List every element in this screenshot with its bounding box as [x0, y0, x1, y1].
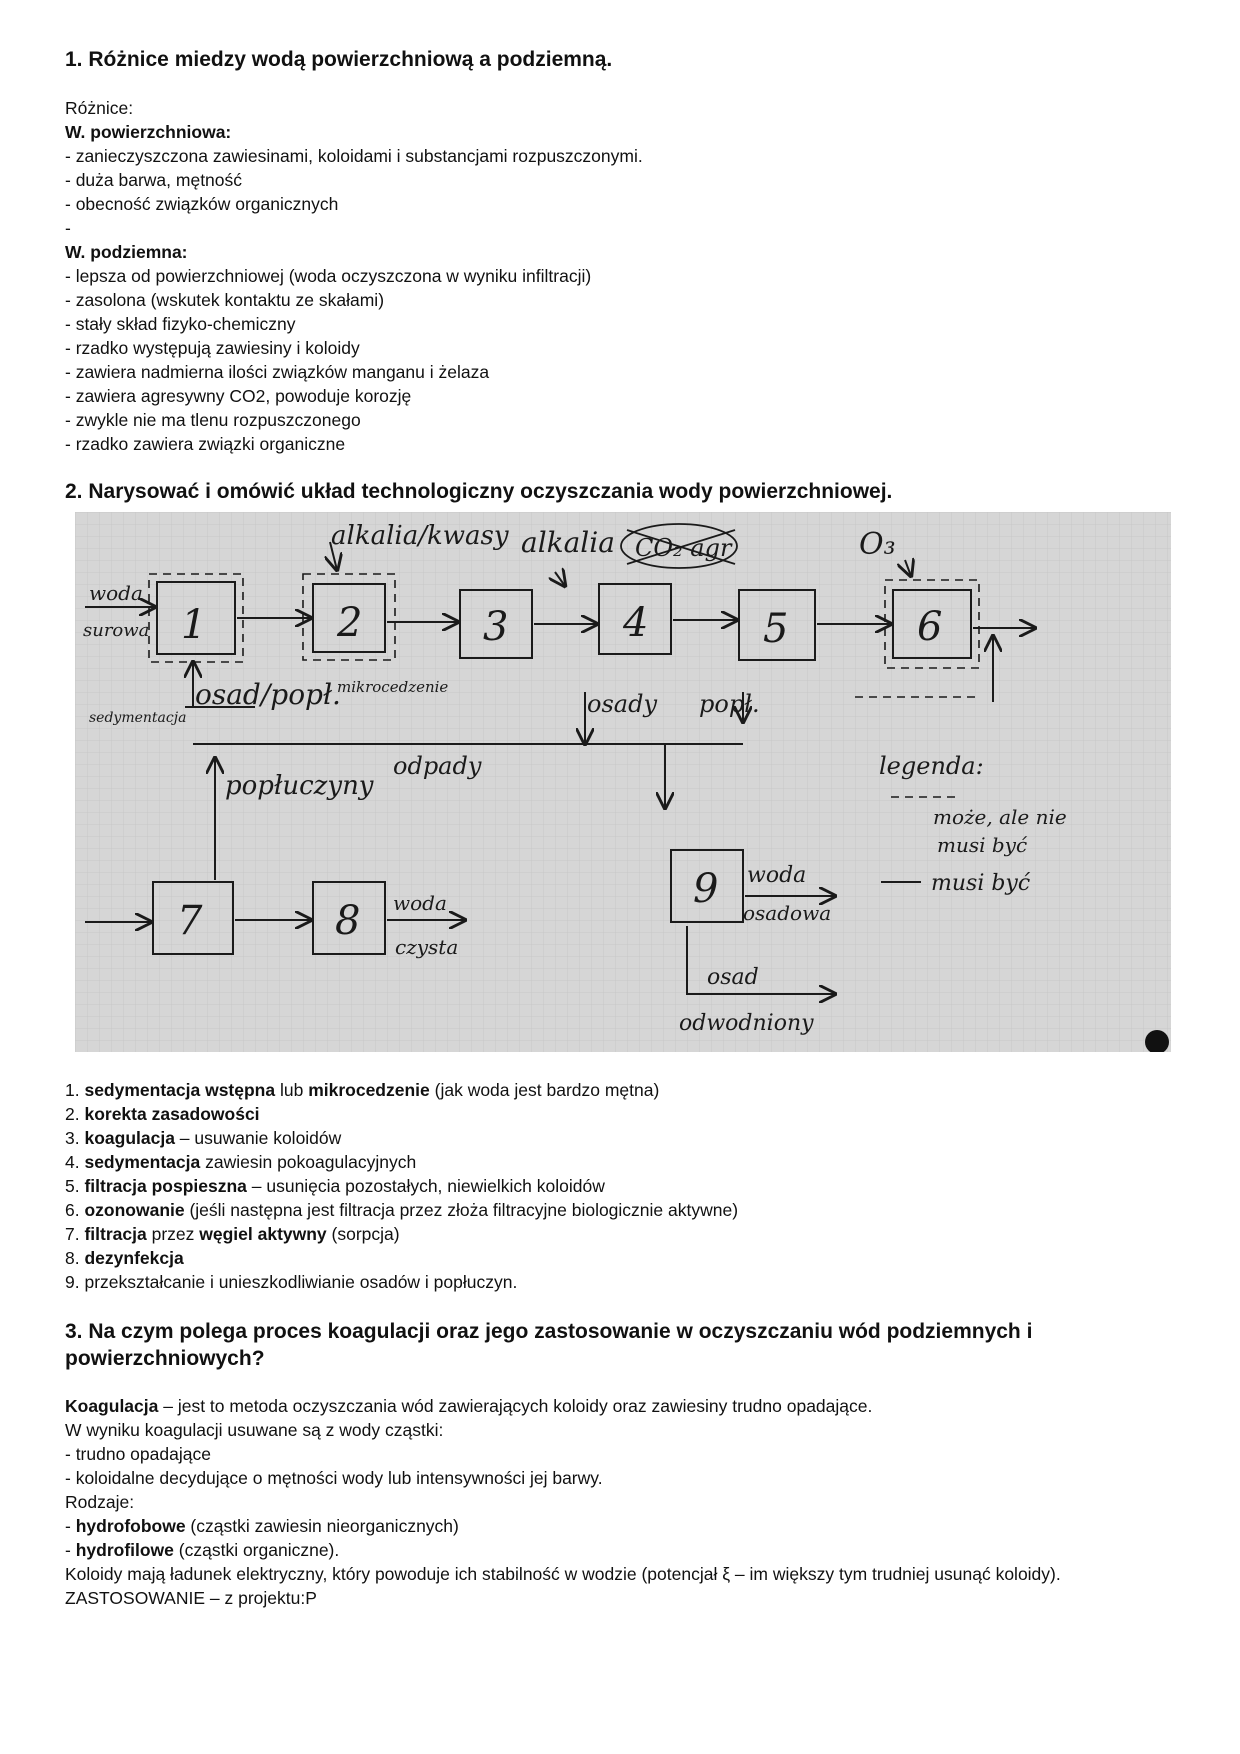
process-box-label: 7 [177, 898, 203, 944]
coagulation-definition [65, 1394, 1175, 1418]
process-steps-list [65, 1078, 738, 1294]
list-item: - rzadko zawiera związki organiczne [65, 434, 346, 454]
list-item: - zwykle nie ma tlenu rozpuszczonego [65, 410, 361, 430]
step-term: filtracja pospieszna [84, 1176, 247, 1196]
step-number: 2. [65, 1104, 85, 1124]
process-step-item [65, 1198, 738, 1222]
surface-water-heading: W. powierzchniowa: [65, 122, 232, 142]
legend-label: może, ale nie [933, 805, 1067, 829]
step-term: dezynfekcja [84, 1248, 184, 1268]
legend-title: legenda: [879, 752, 984, 780]
step-text: (jak woda jest bardzo mętna) [429, 1080, 660, 1100]
process-box-label: 3 [483, 604, 509, 650]
diagram-label: osad [707, 965, 759, 990]
process-step-item [65, 1078, 738, 1102]
charge-paragraph: Koloidy mają ładunek elektryczny, który powoduje ich stabilność w wodzie (potencjał ξ – im większy tym trudniej usunąć koloidy). [65, 1564, 1061, 1584]
diagram-label: sedymentacja [89, 710, 187, 726]
step-number: 6. [65, 1200, 85, 1220]
diagram-label: osady [587, 690, 657, 718]
step-text: (sorpcja) [326, 1224, 400, 1244]
process-box-label: 6 [917, 604, 943, 650]
diagram-label: CO₂ agr [635, 534, 732, 562]
step-text: przez [146, 1224, 200, 1244]
process-diagram [75, 512, 1171, 1052]
step-term: węgiel aktywny [199, 1224, 327, 1244]
legend-label: musi być [937, 833, 1028, 857]
step-number: 8. [65, 1248, 85, 1268]
type-name: hydrofilowe [75, 1540, 174, 1560]
process-step-item [65, 1150, 738, 1174]
step-term: koagulacja [84, 1128, 175, 1148]
step-number: 1. [65, 1080, 85, 1100]
type-name: hydrofobowe [75, 1516, 186, 1536]
ground-water-heading: W. podziemna: [65, 242, 188, 262]
list-item: - zasolona (wskutek kontaktu ze skałami) [65, 290, 385, 310]
step-text: – usunięcia pozostałych, niewielkich koloidów [246, 1176, 605, 1196]
diagram-label: woda [89, 581, 143, 605]
section-2-title: 2. Narysować i omówić układ technologiczny oczyszczania wody powierzchniowej. [65, 480, 893, 503]
step-term: mikrocedzenie [308, 1080, 430, 1100]
diagram-label: odpady [393, 752, 482, 780]
list-item: - zawiera agresywny CO2, powoduje korozję [65, 386, 412, 406]
diagram-label: alkalia [521, 526, 615, 559]
diagram-label: popłuczyny [225, 771, 374, 801]
diagram-label: woda [393, 891, 447, 915]
step-term: ozonowanie [84, 1200, 185, 1220]
list-item: - stały skład fizyko-chemiczny [65, 314, 296, 334]
application-line: ZASTOSOWANIE – z projektu:P [65, 1588, 317, 1608]
section-3-body [65, 1394, 1175, 1610]
list-item: - duża barwa, mętność [65, 170, 243, 190]
diagram-label: O₃ [859, 527, 896, 562]
process-step-item [65, 1126, 738, 1150]
step-number: 7. [65, 1224, 85, 1244]
process-step-item [65, 1270, 738, 1294]
step-term: filtracja [84, 1224, 147, 1244]
section-1-title: 1. Różnice miedzy wodą powierzchniową a podziemną. [65, 48, 613, 71]
step-text: przekształcanie i unieszkodliwianie osadów i popłuczyn. [84, 1272, 518, 1292]
diagram-label: mikrocedzenie [337, 678, 449, 696]
surface-water-list [65, 144, 643, 240]
section-1-body [65, 96, 643, 456]
list-item: - hydrofobowe (cząstki zawiesin nieorganicznych) [65, 1516, 459, 1536]
diagram-label: osad/popł. [195, 678, 341, 711]
process-box-label: 4 [623, 600, 649, 646]
list-item: - zawiera nadmierna ilości związków manganu i żelaza [65, 362, 490, 382]
diagram-label: osadowa [743, 901, 832, 925]
step-term: korekta zasadowości [84, 1104, 260, 1124]
step-number: 3. [65, 1128, 85, 1148]
list-item: - koloidalne decydujące o mętności wody lub intensywności jej barwy. [65, 1468, 603, 1488]
step-text: (jeśli następna jest filtracja przez złoża filtracyjne biologicznie aktywne) [184, 1200, 739, 1220]
term: Koagulacja [65, 1396, 159, 1416]
step-term: sedymentacja wstępna [84, 1080, 276, 1100]
diagram-label: odwodniony [679, 1011, 814, 1036]
process-box-label: 8 [335, 898, 361, 944]
step-number: 9. [65, 1272, 85, 1292]
step-text: lub [275, 1080, 309, 1100]
list-item: - hydrofilowe (cząstki organiczne). [65, 1540, 340, 1560]
process-step-item [65, 1174, 738, 1198]
list-item: - rzadko występują zawiesiny i koloidy [65, 338, 360, 358]
list-item: - zanieczyszczona zawiesinami, koloidami i substancjami rozpuszczonymi. [65, 146, 643, 166]
diagram-label: alkalia/kwasy [331, 521, 509, 551]
list-item: - lepsza od powierzchniowej (woda oczyszczona w wyniku infiltracji) [65, 266, 592, 286]
process-diagram-photo [75, 512, 1171, 1052]
diagram-label: surowa [83, 620, 150, 641]
list-item: - trudno opadające [65, 1444, 211, 1464]
process-box-label: 2 [337, 600, 363, 646]
list-item: - [65, 218, 71, 238]
process-box-label: 5 [763, 606, 789, 652]
types-heading: Rodzaje: [65, 1492, 135, 1512]
legend-label: musi być [931, 871, 1031, 896]
diagram-label: popł. [699, 690, 760, 718]
process-step-item [65, 1246, 738, 1270]
section-3-title: 3. Na czym polega proces koagulacji oraz jego zastosowanie w oczyszczaniu wód podziemnych i powierzchniowych? [65, 1320, 1033, 1370]
step-text: – usuwanie koloidów [174, 1128, 342, 1148]
step-number: 4. [65, 1152, 85, 1172]
definition-text: – jest to metoda oczyszczania wód zawierających koloidy oraz zawiesiny trudno opadające. [158, 1396, 873, 1416]
process-box-label: 1 [181, 602, 207, 648]
diagram-label: woda [747, 863, 807, 888]
step-text: zawiesin pokoagulacyjnych [200, 1152, 417, 1172]
diagram-label: czysta [395, 935, 459, 959]
process-step-item [65, 1222, 738, 1246]
process-box-label: 9 [693, 866, 719, 912]
process-step-item [65, 1102, 738, 1126]
ground-water-list [65, 264, 643, 456]
step-term: sedymentacja [84, 1152, 201, 1172]
removed-intro: W wyniku koagulacji usuwane są z wody cząstki: [65, 1420, 444, 1440]
differences-intro: Różnice: [65, 98, 134, 118]
list-item: - obecność związków organicznych [65, 194, 339, 214]
step-number: 5. [65, 1176, 85, 1196]
